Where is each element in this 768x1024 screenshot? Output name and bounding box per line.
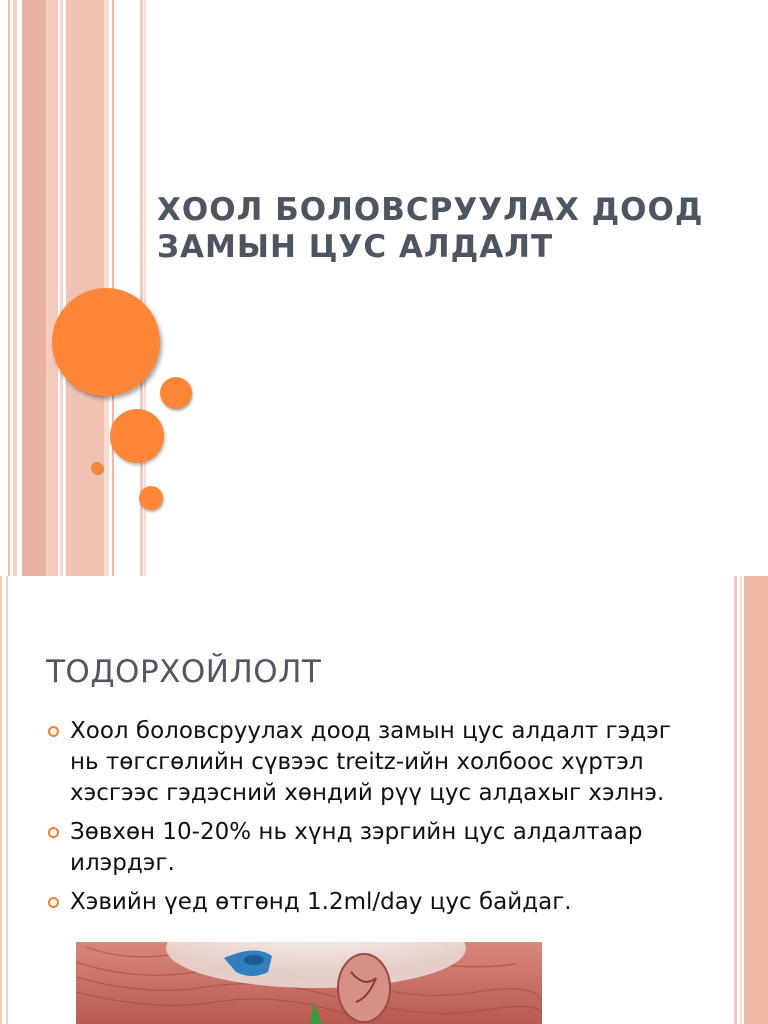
bullet-text: Хоол боловсруулах доод замын цус алдалт гэдэг нь төгсгөлийн сүвээс treitz-ийн холбоос хүртэл хэсгээс гэдэсний хөндий рүү цус алдахыг хэлнэ. <box>70 718 671 806</box>
content-slide <box>0 576 768 1024</box>
bullet-item <box>46 817 686 879</box>
decor-stripe <box>740 576 742 1024</box>
decor-stripe <box>22 0 46 576</box>
decor-circle <box>160 377 192 409</box>
decor-stripe <box>6 576 8 1024</box>
slide-title: ХООЛ БОЛОВСРУУЛАХ ДООД ЗАМЫН ЦУС АЛДАЛТ <box>157 192 704 265</box>
decor-stripe <box>46 0 58 576</box>
decor-stripe <box>60 0 63 576</box>
decor-circle <box>91 462 103 474</box>
bullet-icon <box>48 827 59 838</box>
bullet-icon <box>48 726 59 737</box>
slide-heading: ТОДОРХОЙЛОЛТ <box>46 654 322 690</box>
decor-circle <box>139 486 163 510</box>
bullet-item <box>46 716 686 809</box>
decor-stripe <box>744 576 768 1024</box>
bullet-text: Зөвхөн 10-20% нь хүнд зэргийн цус алдалтаар илэрдэг. <box>70 819 643 876</box>
anatomy-illustration <box>76 942 542 1024</box>
bullet-list <box>46 716 686 926</box>
bullet-text: Хэвийн үед өтгөнд 1.2ml/day цус байдаг. <box>70 889 572 915</box>
decor-stripe <box>0 576 2 1024</box>
decor-stripe <box>13 0 17 576</box>
decor-circle <box>110 409 164 463</box>
bullet-item <box>46 887 686 918</box>
bullet-icon <box>48 897 59 908</box>
decor-stripe <box>8 0 10 576</box>
decor-circle <box>52 288 160 396</box>
decor-stripe <box>734 576 737 1024</box>
